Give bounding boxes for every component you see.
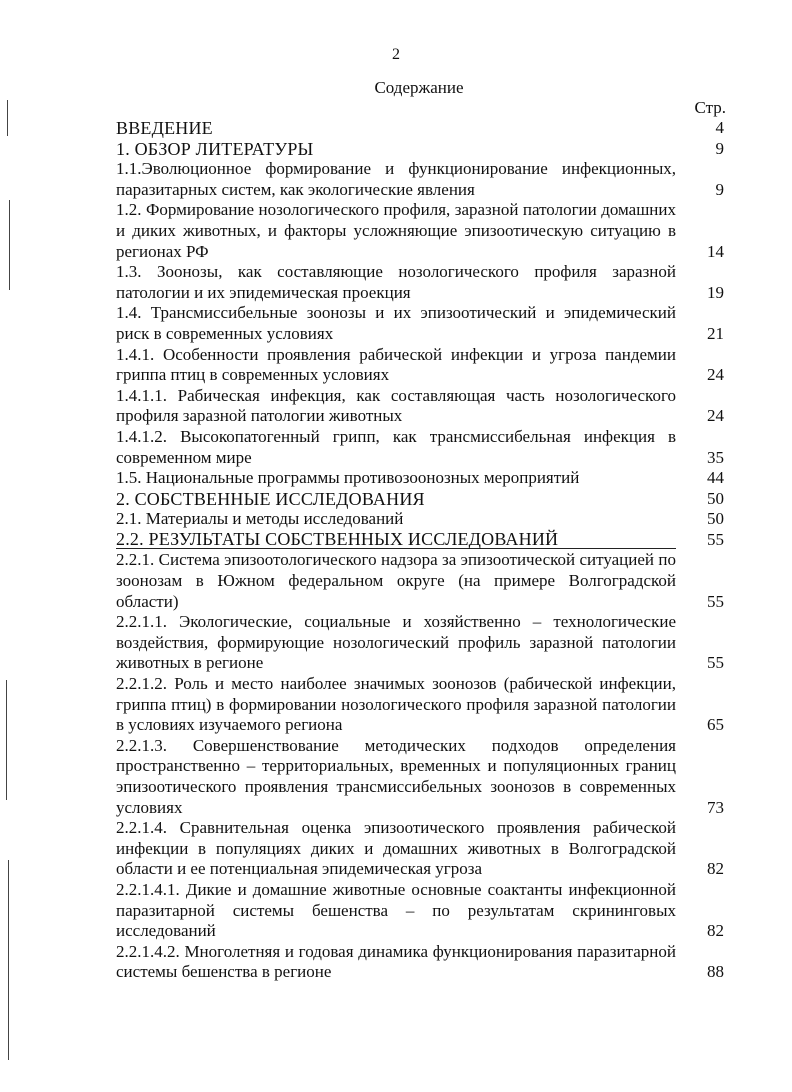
toc-entry — [116, 427, 724, 468]
toc-entry-page: 24 — [707, 406, 724, 426]
toc-entry-title: 2.2.1.2. Роль и место наиболее значимых зоонозов (рабической инфекции, гриппа птиц) в формировании нозологического профиля заразной патологии в условиях изучаемого региона — [116, 674, 676, 735]
page-number: 2 — [392, 46, 400, 63]
toc-entry-page: 14 — [707, 241, 724, 261]
toc-entry-page: 88 — [707, 962, 724, 982]
toc-entry-title: 2.1. Материалы и методы исследований — [116, 509, 404, 529]
toc-entry-page: 24 — [707, 365, 724, 385]
scan-margin-marks — [0, 0, 30, 1092]
toc-entry — [116, 674, 724, 736]
toc-entry — [116, 550, 724, 612]
toc-entry — [116, 118, 724, 139]
toc-entry-title: 1.4.1.1. Рабическая инфекция, как составляющая часть нозологического профиля заразной патологии животных — [116, 385, 676, 426]
toc-entry-page: 82 — [707, 921, 724, 941]
toc-entry-page: 82 — [707, 859, 724, 879]
toc-entry — [116, 303, 724, 344]
toc-entry — [116, 489, 724, 510]
toc-entry — [116, 200, 724, 262]
toc-entry-page: 55 — [707, 529, 724, 549]
toc-entry — [116, 386, 724, 427]
toc-entry — [116, 159, 724, 200]
toc-entry — [116, 509, 724, 530]
toc-entry — [116, 880, 724, 942]
table-of-contents — [116, 118, 724, 983]
toc-entry — [116, 530, 724, 551]
toc-entry-title: 2.2.1. Система эпизоотологического надзора за эпизоотической ситуацией по зоонозам в Южном федеральном округе (на примере Волгоградской области) — [116, 550, 676, 611]
toc-entry — [116, 345, 724, 386]
toc-entry — [116, 612, 724, 674]
toc-entry-page: 65 — [707, 715, 724, 735]
toc-entry-page: 9 — [715, 138, 724, 158]
toc-entry-page: 55 — [707, 591, 724, 611]
toc-entry-title: 2.2.1.3. Совершенствование методических подходов определения пространственно – территориальных, временных и популяционных границ эпизоотического проявления трансмиссибельных зоонозов в современных условиях — [116, 735, 676, 817]
page-title: Содержание — [374, 78, 464, 97]
toc-entry-page: 21 — [707, 323, 724, 343]
page-column-header: Стр. — [694, 98, 726, 117]
toc-entry-title: 1.1.Эволюционное формирование и функционирование инфекционных, паразитарных систем, как экологические явления — [116, 159, 676, 199]
toc-entry-title: 1.4.1.2. Высокопатогенный грипп, как трансмиссибельная инфекция в современном мире — [116, 426, 676, 467]
toc-entry-title: 1.4. Трансмиссибельные зоонозы и их эпизоотический и эпидемический риск в современных условиях — [116, 303, 676, 343]
toc-entry — [116, 736, 724, 818]
toc-entry-title: 2.2.1.1. Экологические, социальные и хозяйственно – технологические воздействия, формирующие нозологический профиль заразной патологии животных в регионе — [116, 612, 676, 673]
toc-entry-title: 2.2.1.4. Сравнительная оценка эпизоотического проявления рабической инфекции в популяциях диких и домашних животных в Волгоградской области и ее потенциальная эпидемическая угроза — [116, 818, 676, 879]
toc-entry — [116, 262, 724, 303]
toc-entry-title: 2.2.1.4.2. Многолетняя и годовая динамика функционирования паразитарной системы бешенства в регионе — [116, 941, 676, 982]
toc-entry-page: 19 — [707, 282, 724, 302]
toc-entry — [116, 139, 724, 160]
toc-entry-title: 1.3. Зоонозы, как составляющие нозологического профиля заразной патологии и их эпидемическая проекция — [116, 262, 676, 302]
toc-entry-page: 50 — [707, 488, 724, 508]
toc-entry-title: 1.5. Национальные программы противозоонозных мероприятий — [116, 468, 580, 488]
toc-entry-title: ВВЕДЕНИЕ — [116, 118, 213, 138]
toc-entry-title: 2. СОБСТВЕННЫЕ ИССЛЕДОВАНИЯ — [116, 488, 425, 509]
toc-entry-page: 9 — [715, 179, 724, 199]
toc-entry-title: 2.2. РЕЗУЛЬТАТЫ СОБСТВЕННЫХ ИССЛЕДОВАНИЙ — [116, 530, 676, 550]
toc-entry-title: 1.4.1. Особенности проявления рабической инфекции и угроза пандемии гриппа птиц в современных условиях — [116, 344, 676, 385]
toc-entry — [116, 942, 724, 983]
toc-entry — [116, 818, 724, 880]
toc-entry-title: 1. ОБЗОР ЛИТЕРАТУРЫ — [116, 138, 314, 159]
toc-entry — [116, 468, 724, 489]
toc-entry-title: 1.2. Формирование нозологического профиля, заразной патологии домашних и диких животных, и факторы усложняющие эпизоотическую ситуацию в регионах РФ — [116, 200, 676, 261]
toc-entry-title: 2.2.1.4.1. Дикие и домашние животные основные соактанты инфекционной паразитарной системы бешенства – по результатам скрининговых исследований — [116, 879, 676, 941]
toc-entry-page: 55 — [707, 653, 724, 673]
toc-entry-page: 50 — [707, 509, 724, 529]
toc-entry-page: 35 — [707, 447, 724, 467]
toc-entry-page: 73 — [707, 797, 724, 817]
toc-entry-page: 4 — [715, 118, 724, 137]
toc-entry-page: 44 — [707, 468, 724, 488]
